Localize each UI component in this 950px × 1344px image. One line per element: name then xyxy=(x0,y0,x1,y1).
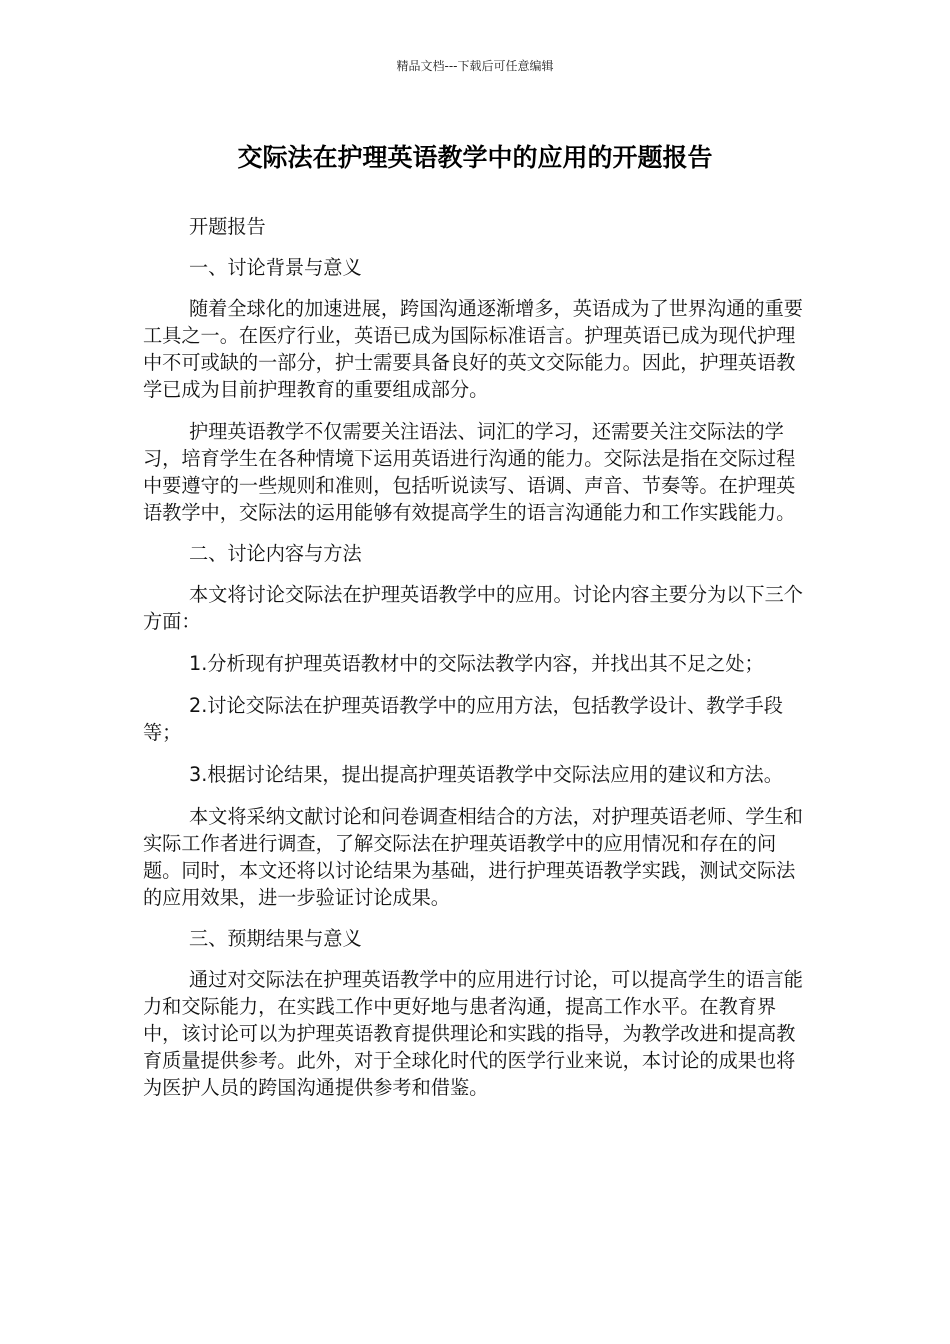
paragraph-background-2: 护理英语教学不仅需要关注语法、词汇的学习，还需要关注交际法的学习，培育学生在各种情境下运用英语进行沟通的能力。交际法是指在交际过程中要遵守的一些规则和准则，包括听说读写、语调、声音、节奏等。在护理英语教学中，交际法的运用能够有效提高学生的语言沟通能力和工作实践能力。 xyxy=(143,420,796,524)
list-item-3: 3.根据讨论结果，提出提高护理英语教学中交际法应用的建议和方法。 xyxy=(189,763,783,786)
paragraph-content-intro: 本文将讨论交际法在护理英语教学中的应用。讨论内容主要分为以下三个方面： xyxy=(143,583,803,633)
section-label-report: 开题报告 xyxy=(189,215,266,238)
document-body xyxy=(143,213,808,1116)
section-heading-content-method: 二、讨论内容与方法 xyxy=(189,542,362,565)
document-title: 交际法在护理英语教学中的应用的开题报告 xyxy=(237,143,713,172)
list-item-2: 2.讨论交际法在护理英语教学中的应用方法，包括教学设计、教学手段等； xyxy=(143,694,783,744)
paragraph-background-1: 随着全球化的加速进展，跨国沟通逐渐增多，英语成为了世界沟通的重要工具之一。在医疗行业，英语已成为国际标准语言。护理英语已成为现代护理中不可或缺的一部分，护士需要具备良好的英文交际能力。因此，护理英语教学已成为目前护理教育的重要组成部分。 xyxy=(143,297,803,401)
paragraph-expected-results: 通过对交际法在护理英语教学中的应用进行讨论，可以提高学生的语言能力和交际能力，在实践工作中更好地与患者沟通，提高工作水平。在教育界中，该讨论可以为护理英语教育提供理论和实践的指导，为教学改进和提高教育质量提供参考。此外，对于全球化时代的医学行业来说，本讨论的成果也将为医护人员的跨国沟通提供参考和借鉴。 xyxy=(143,968,803,1099)
paragraph-method: 本文将采纳文献讨论和问卷调查相结合的方法，对护理英语老师、学生和实际工作者进行调查，了解交际法在护理英语教学中的应用情况和存在的问题。同时，本文还将以讨论结果为基础，进行护理英语教学实践，测试交际法的应用效果，进一步验证讨论成果。 xyxy=(143,805,803,909)
list-item-1: 1.分析现有护理英语教材中的交际法教学内容，并找出其不足之处； xyxy=(189,652,764,675)
section-heading-expected-results: 三、预期结果与意义 xyxy=(189,927,362,950)
section-heading-background: 一、讨论背景与意义 xyxy=(189,256,362,279)
header-note: 精品文档---下载后可任意编辑 xyxy=(396,59,554,73)
